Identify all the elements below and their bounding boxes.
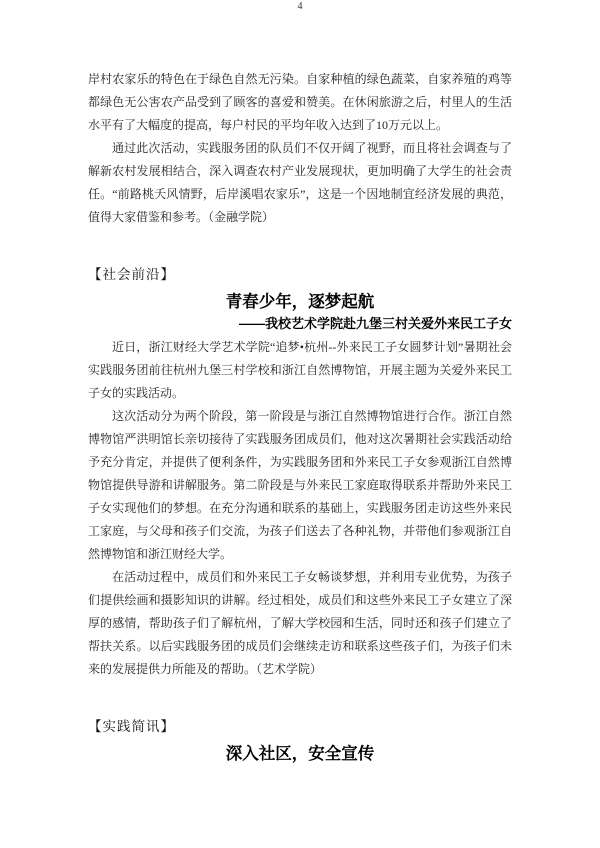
article-title: 青春少年，逐梦起航 [225,293,375,311]
article-title: 深入社区，安全宣传 [225,745,375,763]
section-header: 【实践简讯】 [88,719,175,734]
paragraph: 在活动过程中，成员们和外来民工子女畅谈梦想，并利用专业优势，为孩子们提供绘画和摄影知识的讲解。经过相处，成员们和这些外来民工子女建立了深厚的感情，帮助孩子们了解杭州，了解大学校园和生活，同时还和孩子们建立了帮扶关系。以后实践服务团的成员们会继续走访和联系这些孩子们，为孩子们未来的发展提供力所能及的帮助。（艺术学院） [88,570,512,676]
paragraph: 这次活动分为两个阶段，第一阶段是与浙江自然博物馆进行合作。浙江自然博物馆严洪明馆长亲切接待了实践服务团成员们，他对这次暑期社会实践活动给予充分肯定，并提供了便利条件，为实践服务团和外来民工子女参观浙江自然博物馆提供导游和讲解服务。第二阶段是与外来民工家庭取得联系并帮助外来民工子女实现他们的梦想。在充分沟通和联系的基础上，实践服务团走访这些外来民工家庭，与父母和孩子们交流，为孩子们送去了各种礼物，并带他们参观浙江自然博物馆和浙江财经大学。 [88,409,512,561]
paragraph: 岸村农家乐的特色在于绿色自然无污染。自家种植的绿色蔬菜，自家养殖的鸡等都绿色无公害农产品受到了顾客的喜爱和赞美。在休闲旅游之后，村里人的生活水平有了大幅度的提高，每户村民的平均年收入达到了10万元以上。 [88,72,512,132]
document-content [88,68,512,766]
section-header: 【社会前沿】 [88,267,175,282]
page-number: 4 [297,1,303,12]
article-subtitle: ——我校艺术学院赴九堡三村关爱外来民工子女 [238,316,512,331]
paragraph: 近日，浙江财经大学艺术学院“追梦•杭州--外来民工子女圆梦计划”暑期社会实践服务团前往杭州九堡三村学校和浙江自然博物馆，开展主题为关爱外来民工子女的实践活动。 [88,340,512,400]
paragraph: 通过此次活动，实践服务团的队员们不仅开阔了视野，而且将社会调查与了解新农村发展相结合，深入调查农村产业发展现状，更加明确了大学生的社会责任。“前路桃夭风情野，后岸溪唱农家乐”，这是一个因地制宜经济发展的典范，值得大家借鉴和参考。（金融学院） [88,141,512,224]
